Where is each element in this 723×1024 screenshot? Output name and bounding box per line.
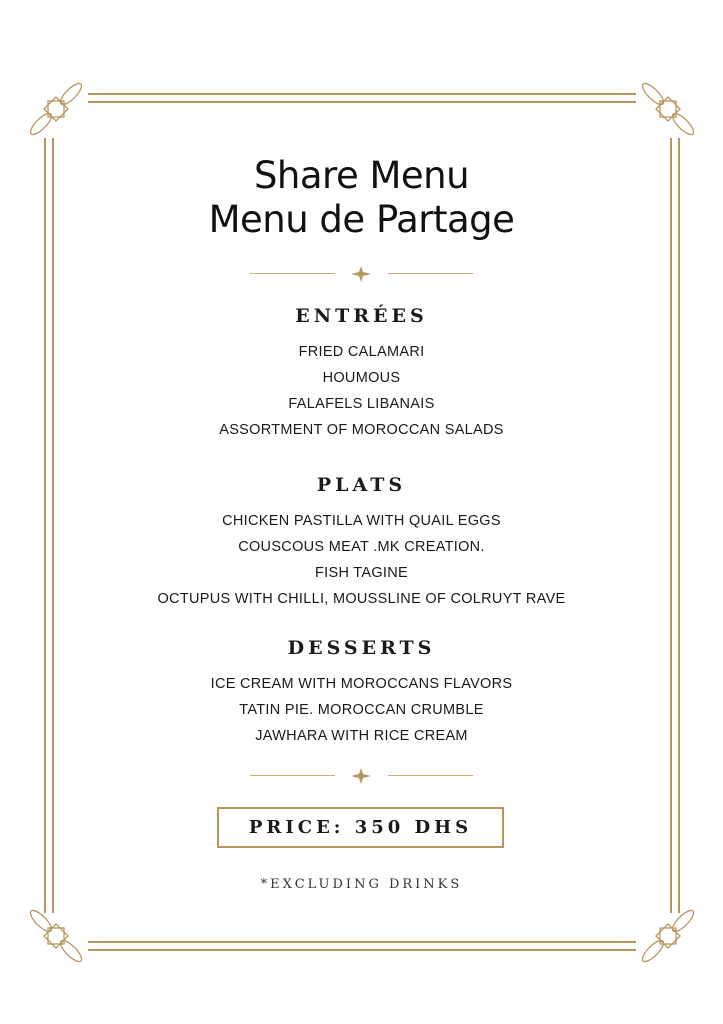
title-line-1: Share Menu [253, 154, 470, 197]
star-icon [351, 266, 371, 282]
menu-item: JAWHARA WITH RICE CREAM [255, 728, 468, 744]
section-desserts [0, 637, 723, 749]
menu-item: COUSCOUS MEAT .MK CREATION. [238, 539, 485, 555]
corner-ornament-icon [27, 80, 87, 140]
excluding-drinks-note: *EXCLUDING DRINKS [260, 877, 463, 892]
section-heading: PLATS [316, 474, 407, 496]
menu-item: ASSORTMENT OF MOROCCAN SALADS [219, 422, 504, 438]
frame-line-bottom-outer [88, 949, 636, 951]
menu-item: FRIED CALAMARI [298, 344, 425, 360]
divider [250, 768, 473, 784]
corner-ornament-icon [27, 905, 87, 965]
section-heading: DESSERTS [287, 637, 436, 659]
frame-line-top-outer [88, 93, 636, 95]
divider [250, 266, 473, 282]
star-icon [351, 768, 371, 784]
section-heading: ENTRÉES [295, 305, 428, 327]
menu-item: HOUMOUS [322, 370, 401, 386]
corner-ornament-icon [637, 905, 697, 965]
menu-item: TATIN PIE. MOROCCAN CRUMBLE [239, 702, 484, 718]
menu-item: FALAFELS LIBANAIS [288, 396, 435, 412]
menu-title [0, 154, 723, 242]
menu-item: ICE CREAM WITH MOROCCANS FLAVORS [210, 676, 513, 692]
menu-item: OCTUPUS WITH CHILLI, MOUSSLINE OF COLRUYT RAVE [157, 591, 566, 607]
menu-item: CHICKEN PASTILLA WITH QUAIL EGGS [222, 513, 501, 529]
price-box: PRICE: 350 DHS [217, 807, 504, 848]
section-entrees [0, 305, 723, 443]
menu-item: FISH TAGINE [315, 565, 408, 581]
title-line-2: Menu de Partage [208, 198, 515, 241]
section-plats [0, 474, 723, 612]
frame-line-top-inner [88, 101, 636, 103]
frame-line-bottom-inner [88, 941, 636, 943]
corner-ornament-icon [637, 80, 697, 140]
